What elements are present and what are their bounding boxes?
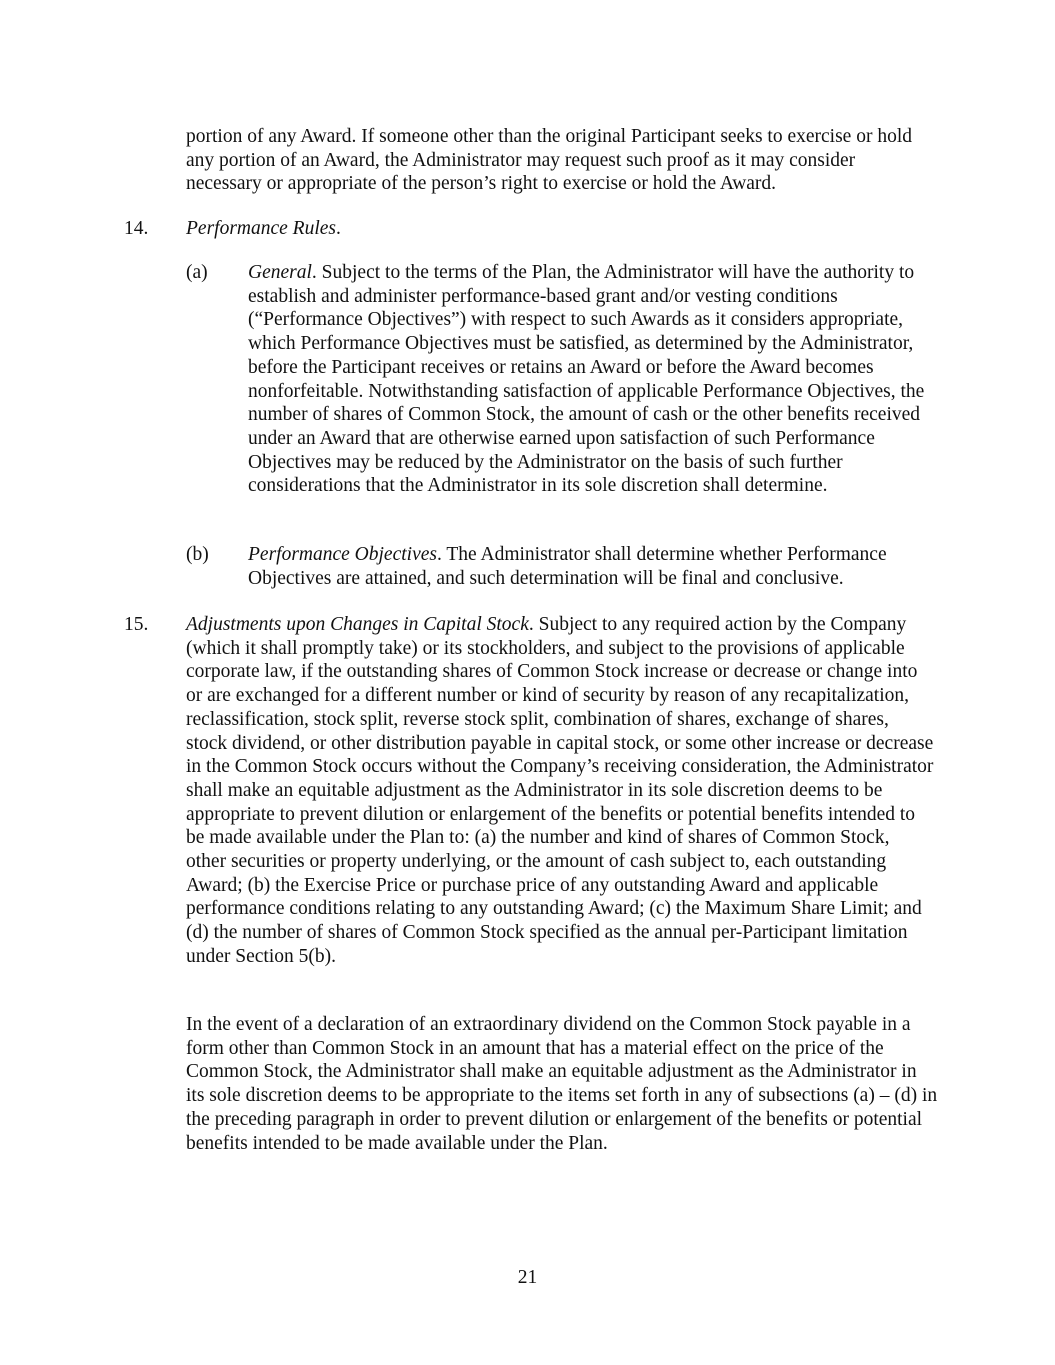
subsection-b-paragraph [248, 543, 938, 590]
subsection-a-label: (a) [186, 262, 208, 283]
section-15-title-period: . [528, 614, 534, 635]
page-number: 21 [517, 1267, 538, 1288]
subsection-a-heading: General [248, 262, 312, 283]
section-14-title: Performance Rules [186, 218, 337, 239]
section-15-paragraph [186, 613, 934, 969]
section-15-number: 15. [124, 614, 149, 635]
subsection-a-text: Subject to the terms of the Plan, the Administrator will have the authority to establish and administer performance-based grant and/or vesting conditions (“Performance Objectives”) with respect to such Awards as it considers appropriate, which Performance Objectives must be satisfied, as determined by the Administrator, before the Participant receives or retains an Award or before the Award becomes nonforfeitable. Notwithstanding satisfaction of applicable Performance Objectives, the number of shares of Common Stock, the amount of cash or the other benefits received under an Award that are otherwise earned upon satisfaction of such Performance Objectives may be reduced by the Administrator on the basis of such further considerations that the Administrator in its sole discretion shall determine. [248, 262, 925, 497]
subsection-a-heading-period: . [311, 262, 317, 283]
subsection-b-heading-period: . [436, 544, 442, 565]
section-15-text: Subject to any required action by the Company (which it shall promptly take) or its stockholders, and subject to the provisions of applicable corporate law, if the outstanding shares of Common Stock increase or decrease or change into or are exchanged for a different number or kind of security by reason of any recapitalization, reclassification, stock split, reverse stock split, combination of shares, exchange of shares, stock dividend, or other distribution payable in capital stock, or some other increase or decrease in the Common Stock occurs without the Company’s receiving consideration, the Administrator shall make an equitable adjustment as the Administrator in its sole discretion deems to be appropriate to prevent dilution or enlargement of the benefits or potential benefits intended to be made available under the Plan to: (a) the number and kind of shares of Common Stock, other securities or property underlying, or the amount of cash subject to, each outstanding Award; (b) the Exercise Price or purchase price of any outstanding Award and applicable performance conditions relating to any outstanding Award; (c) the Maximum Share Limit; and (d) the number of shares of Common Stock specified as the annual per-Participant limitation under Section 5(b). [186, 614, 934, 967]
section-14-title-period: . [336, 218, 341, 239]
section-14-heading [186, 217, 341, 241]
section-15-paragraph-2: In the event of a declaration of an extraordinary dividend on the Common Stock payable in a form other than Common Stock in an amount that has a material effect on the price of the Common Stock, the Administrator shall make an equitable adjustment as the Administrator in its sole discretion deems to be appropriate to the items set forth in any of subsections (a) – (d) in the preceding paragraph in order to prevent dilution or enlargement of the benefits or potential benefits intended to be made available under the Plan. [186, 1014, 938, 1154]
continuation-paragraph: portion of any Award. If someone other than the original Participant seeks to exercise or hold any portion of an Award, the Administrator may request such proof as it may consider necessary or appropriate of the person’s right to exercise or hold the Award. [186, 126, 913, 195]
section-14-number: 14. [124, 218, 149, 239]
subsection-b-heading: Performance Objectives [248, 544, 437, 565]
section-15-title: Adjustments upon Changes in Capital Stock [186, 614, 529, 635]
subsection-b-label: (b) [186, 544, 209, 565]
subsection-a-paragraph [248, 261, 938, 498]
subsection-b-text: The Administrator shall determine whether Performance Objectives are attained, and such determination will be final and conclusive. [248, 544, 887, 589]
